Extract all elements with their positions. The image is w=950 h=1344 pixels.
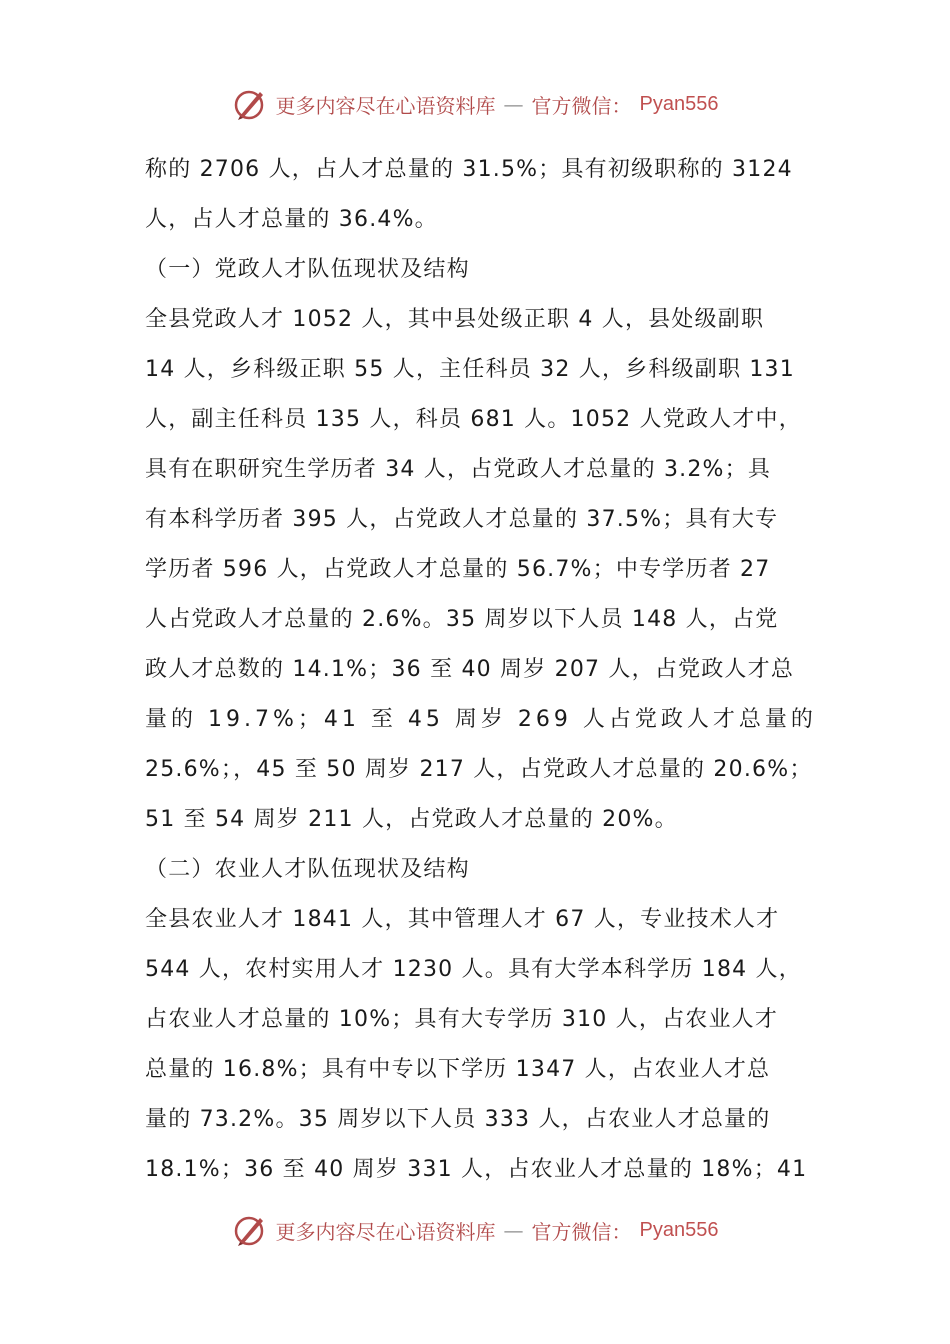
text-line: 全县农业人才 1841 人，其中管理人才 67 人，专业技术人才 [145,907,780,932]
text-line: 全县党政人才 1052 人，其中县处级正职 4 人，县处级副职 [145,307,765,332]
banner-wechat-label: 官方微信： [531,93,632,118]
footer-watermark-banner [0,1212,950,1248]
text-line: 量的 73.2%。35 周岁以下人员 333 人，占农业人才总量的 [145,1107,771,1132]
banner-dash: — [503,1218,524,1242]
text-line: 政人才总数的 14.1%；36 至 40 周岁 207 人，占党政人才总 [145,657,795,682]
pen-logo-icon [232,86,268,122]
text-line: 总量的 16.8%；具有中专以下学历 1347 人，占农业人才总 [145,1057,771,1082]
text-line: 18.1%；36 至 40 周岁 331 人，占农业人才总量的 18%；41 [145,1157,808,1182]
banner-wechat-id: Pyan556 [639,1218,719,1241]
text-line: 544 人，农村实用人才 1230 人。具有大学本科学历 184 人， [145,957,802,982]
banner-text: 更多内容尽在心语资料库 [275,93,496,118]
document-body [145,145,815,1195]
text-line: 量的 19.7%；41 至 45 周岁 269 人占党政人才总量的 [145,707,817,732]
banner-wechat-label: 官方微信： [531,1219,632,1244]
text-line: 具有在职研究生学历者 34 人，占党政人才总量的 3.2%；具 [145,457,772,482]
banner-dash: — [503,92,524,116]
text-line: 人占党政人才总量的 2.6%。35 周岁以下人员 148 人，占党 [145,607,779,632]
banner-wechat-id: Pyan556 [639,92,719,115]
text-line: 人，副主任科员 135 人，科员 681 人。1052 人党政人才中， [145,407,802,432]
text-line: 称的 2706 人，占人才总量的 31.5%；具有初级职称的 3124 [145,157,793,182]
text-line: 占农业人才总量的 10%；具有大专学历 310 人，占农业人才 [145,1007,779,1032]
text-line: 人，占人才总量的 36.4%。 [145,207,438,232]
text-line: 学历者 596 人，占党政人才总量的 56.7%；中专学历者 27 [145,557,771,582]
header-watermark-banner [0,86,950,122]
text-line: 14 人，乡科级正职 55 人，主任科员 32 人，乡科级副职 131 [145,357,795,382]
text-line: 有本科学历者 395 人，占党政人才总量的 37.5%；具有大专 [145,507,779,532]
section-heading: （二）农业人才队伍现状及结构 [145,857,470,882]
section-heading: （一）党政人才队伍现状及结构 [145,257,470,282]
text-line: 51 至 54 周岁 211 人，占党政人才总量的 20%。 [145,807,678,832]
banner-text: 更多内容尽在心语资料库 [275,1219,496,1244]
text-line: 25.6%；，45 至 50 周岁 217 人，占党政人才总量的 20.6%； [145,757,813,782]
pen-logo-icon [232,1212,268,1248]
